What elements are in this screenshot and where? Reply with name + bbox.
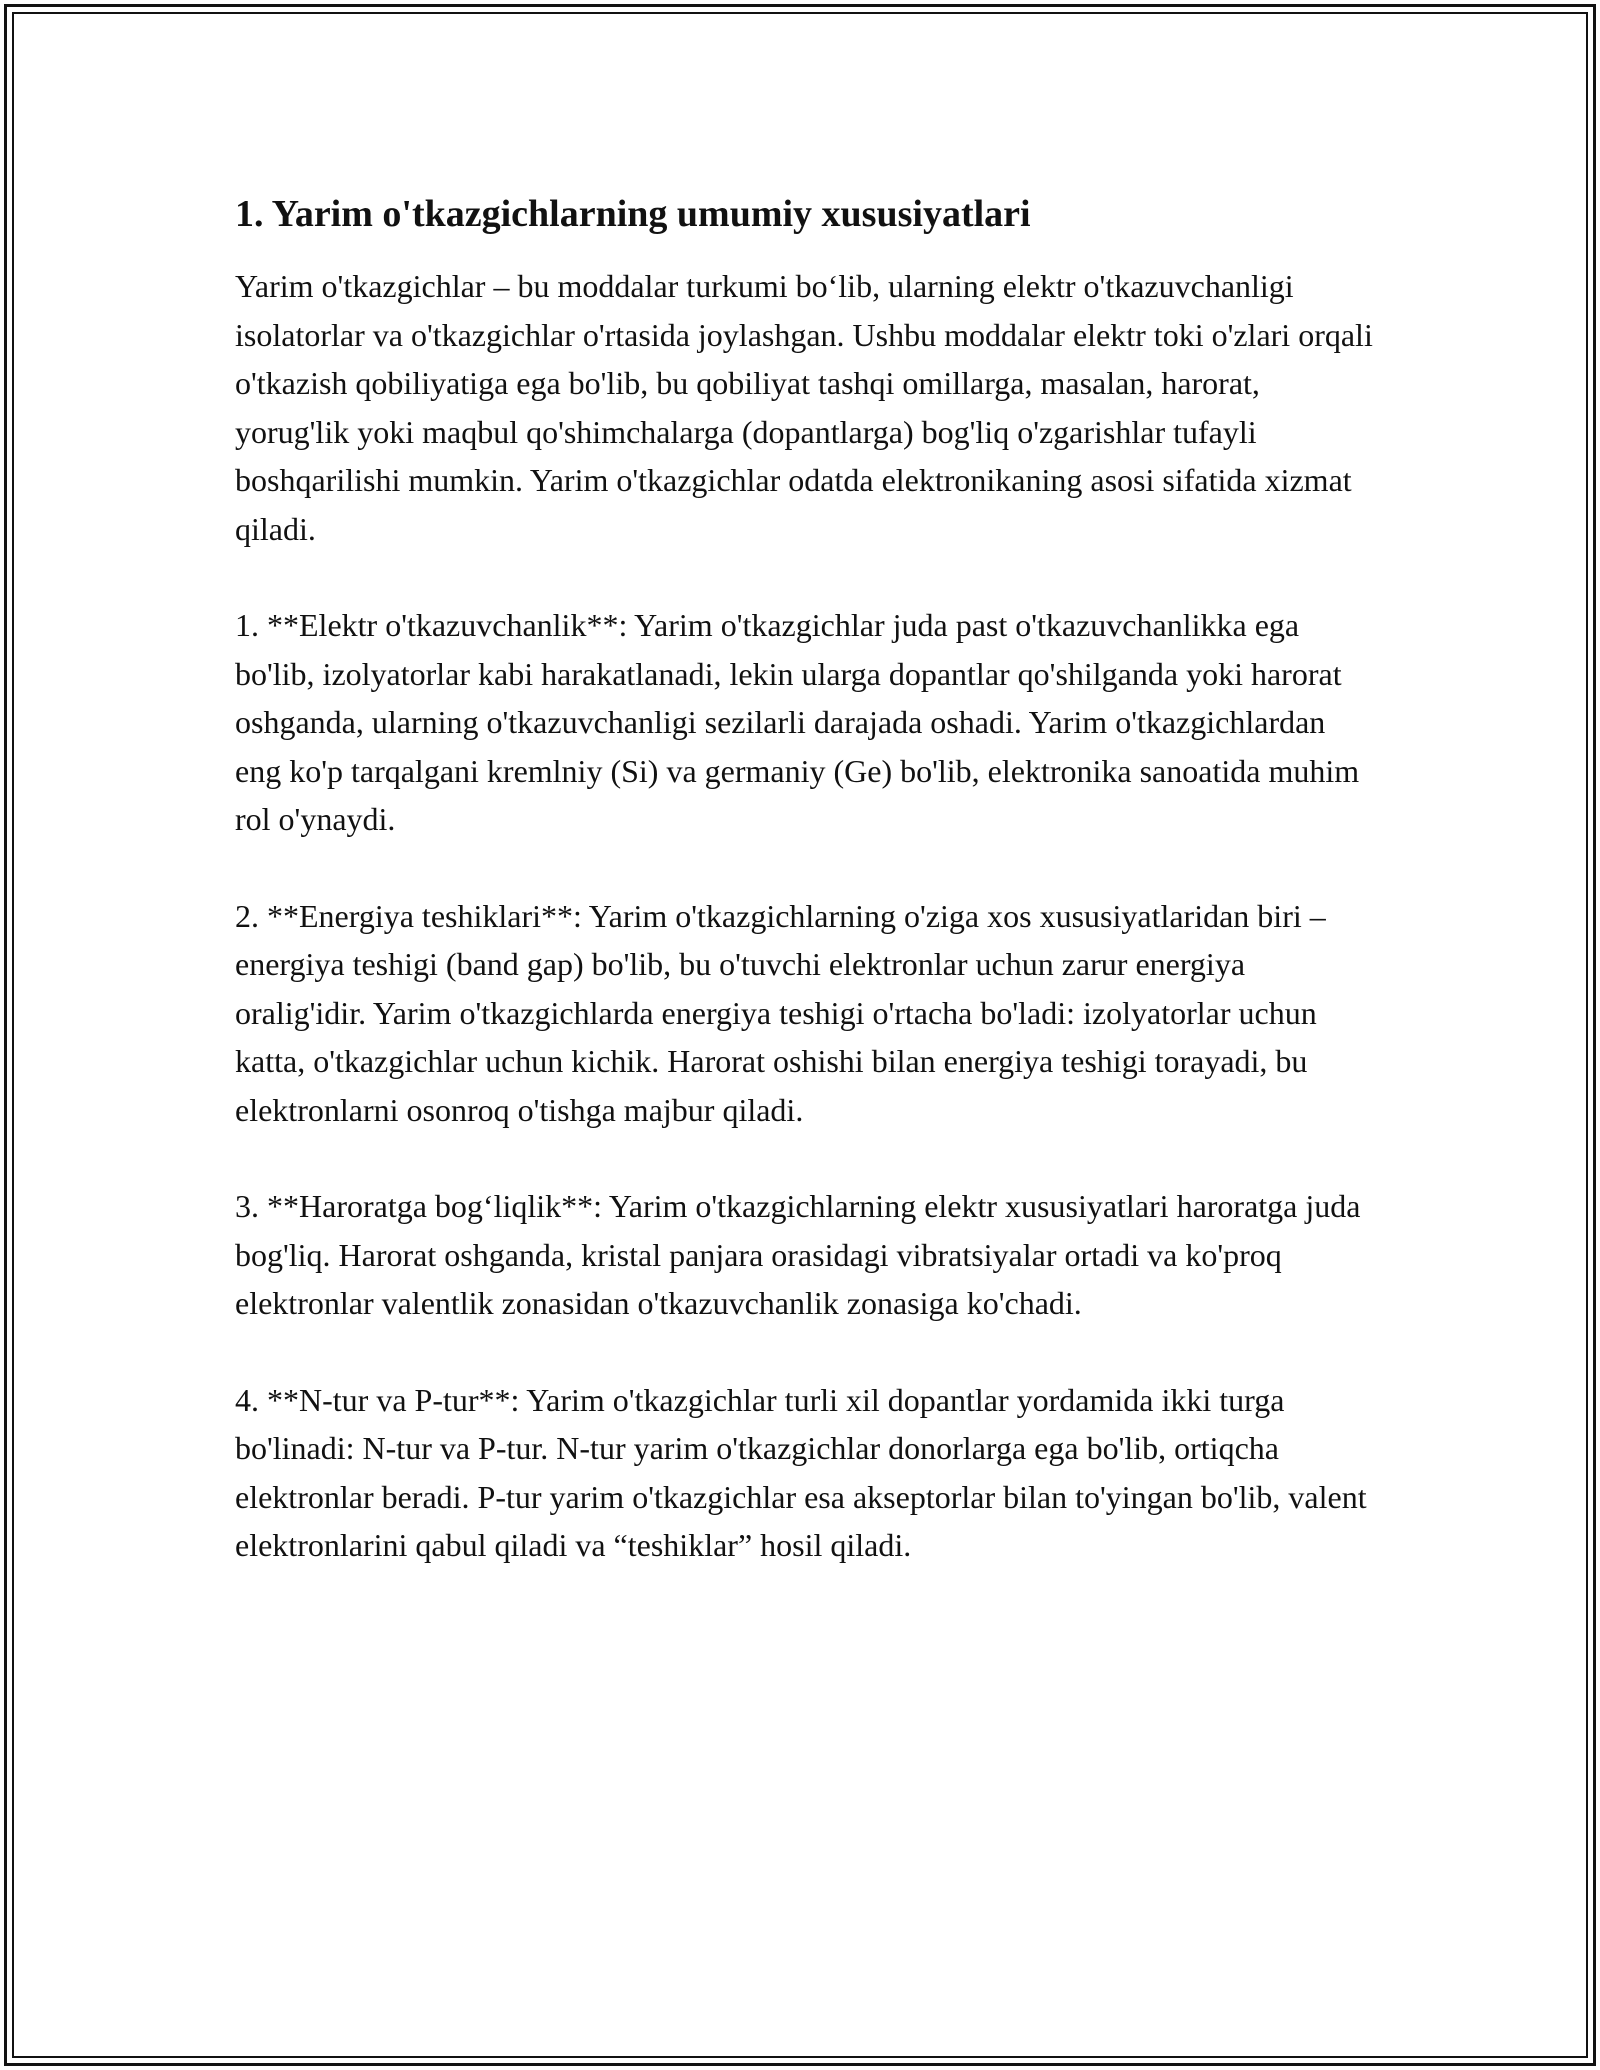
- paragraph-temperature-dependence: 3. **Haroratga bog‘liqlik**: Yarim o'tkazgichlarning elektr xususiyatlari haroratga juda bog'liq. Harorat oshganda, kristal panjara orasidagi vibratsiyalar ortadi va ko'proq elektronlar valentlik zonasidan o'tkazuvchanlik zonasiga ko'chadi.: [235, 1188, 1361, 1321]
- document-title: 1. Yarim o'tkazgichlarning umumiy xususiyatlari: [235, 193, 1031, 235]
- paragraph-electrical-conductivity: 1. **Elektr o'tkazuvchanlik**: Yarim o'tkazgichlar juda past o'tkazuvchanlikka ega bo'lib, izolyatorlar kabi harakatlanadi, lekin ularga dopantlar qo'shilganda yoki harorat oshganda, ularning o'tkazuvchanligi sezilarli darajada oshadi. Yarim o'tkazgichlardan eng ko'p tarqalgani kremlniy (Si) va germaniy (Ge) bo'lib, elektronika sanoatida muhim rol o'ynaydi.: [235, 607, 1360, 837]
- paragraph-energy-gap: 2. **Energiya teshiklari**: Yarim o'tkazgichlarning o'ziga xos xususiyatlaridan biri – energiya teshigi (band gap) bo'lib, bu o'tuvchi elektronlar uchun zarur energiya oralig'idir. Yarim o'tkazgichlarda energiya teshigi o'rtacha bo'ladi: izolyatorlar uchun katta, o'tkazgichlar uchun kichik. Harorat oshishi bilan energiya teshigi torayadi, bu elektronlarni osonroq o'tishga majbur qiladi.: [235, 897, 1326, 1128]
- paragraph-n-type-p-type: 4. **N-tur va P-tur**: Yarim o'tkazgichlar turli xil dopantlar yordamida ikki turga bo'linadi: N-tur va P-tur. N-tur yarim o'tkazgichlar donorlarga ega bo'lib, ortiqcha elektronlar beradi. P-tur yarim o'tkazgichlar esa akseptorlar bilan to'yingan bo'lib, valent elektronlarini qabul qiladi va “teshiklar” hosil qiladi.: [235, 1381, 1367, 1563]
- intro-paragraph: Yarim o'tkazgichlar – bu moddalar turkumi bo‘lib, ularning elektr o'tkazuvchanligi isolatorlar va o'tkazgichlar o'rtasida joylashgan. Ushbu moddalar elektr toki o'zlari orqali o'tkazish qobiliyatiga ega bo'lib, bu qobiliyat tashqi omillarga, masalan, harorat, yorug'lik yoki maqbul qo'shimchalarga (dopantlarga) bog'liq o'zgarishlar tufayli boshqarilishi mumkin. Yarim o'tkazgichlar odatda elektronikaning asosi sifatida xizmat qiladi.: [235, 268, 1373, 547]
- document-body: [235, 188, 1375, 1618]
